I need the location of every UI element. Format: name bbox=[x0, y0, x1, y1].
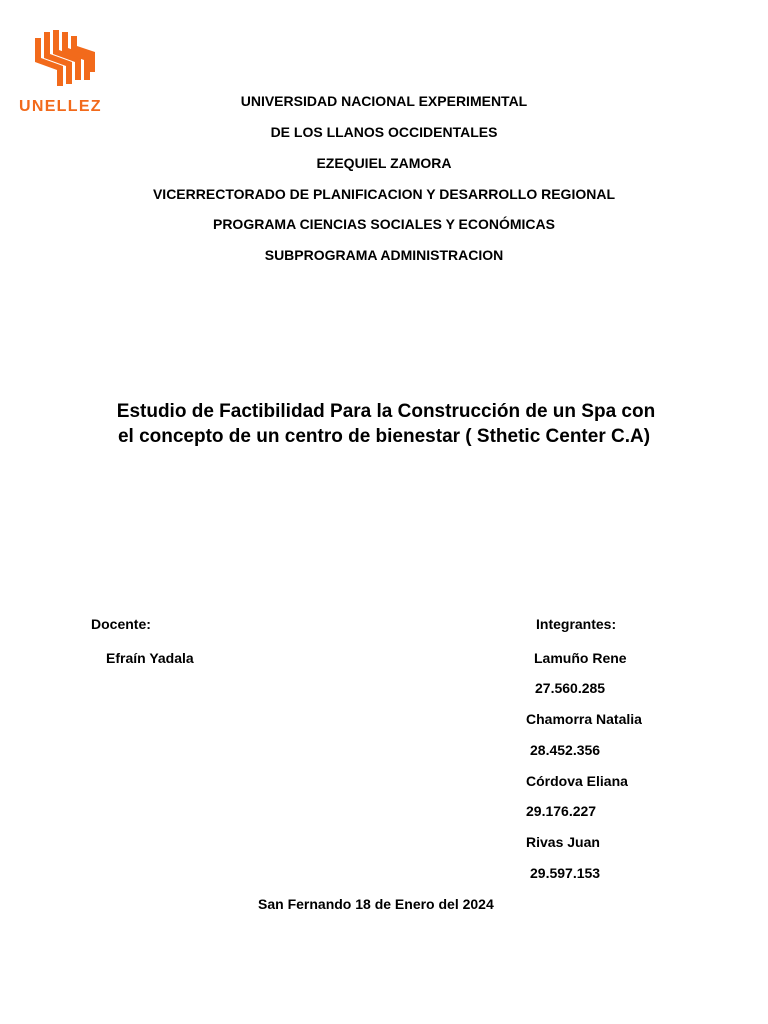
members-label: Integrantes: bbox=[536, 616, 617, 632]
member-name: Chamorra Natalia bbox=[526, 711, 642, 727]
university-namesake: EZEQUIEL ZAMORA bbox=[316, 155, 452, 171]
university-region: DE LOS LLANOS OCCIDENTALES bbox=[270, 124, 498, 140]
program: PROGRAMA CIENCIAS SOCIALES Y ECONÓMICAS bbox=[212, 216, 555, 232]
member-id: 29.176.227 bbox=[526, 803, 597, 819]
member-id: 28.452.356 bbox=[530, 742, 601, 758]
unellez-emblem-icon bbox=[26, 30, 102, 92]
logo-text: UNELLEZ bbox=[19, 98, 102, 115]
university-name: UNIVERSIDAD NACIONAL EXPERIMENTAL bbox=[240, 93, 528, 109]
subprogram: SUBPROGRAMA ADMINISTRACION bbox=[264, 247, 504, 263]
vice-rectorate: VICERRECTORADO DE PLANIFICACION Y DESARROLLO REGIONAL bbox=[152, 186, 616, 202]
teacher-name: Efraín Yadala bbox=[106, 650, 194, 666]
member-name: Rivas Juan bbox=[526, 834, 600, 850]
document-title-line-1: Estudio de Factibilidad Para la Construcción de un Spa con bbox=[116, 401, 656, 422]
document-title-line-2: el concepto de un centro de bienestar ( Sthetic Center C.A) bbox=[117, 426, 651, 447]
member-name: Lamuño Rene bbox=[534, 650, 627, 666]
member-name: Córdova Eliana bbox=[526, 773, 628, 789]
teacher-label: Docente: bbox=[91, 616, 151, 632]
member-id: 29.597.153 bbox=[530, 865, 601, 881]
member-id: 27.560.285 bbox=[535, 680, 606, 696]
place-date: San Fernando 18 de Enero del 2024 bbox=[258, 896, 494, 912]
